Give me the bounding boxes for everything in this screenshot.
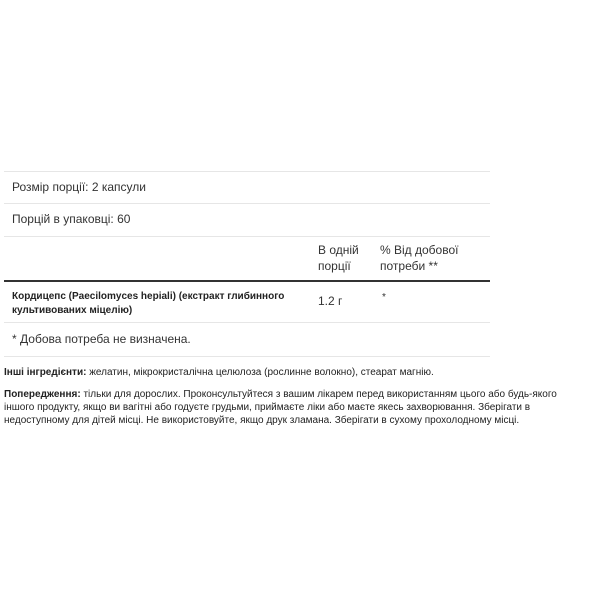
warning-label: Попередження: bbox=[4, 389, 81, 400]
ingredient-name bbox=[12, 290, 284, 318]
ingredient-amount: 1.2 г bbox=[318, 294, 343, 308]
column-header-daily-value-line2: потреби ** bbox=[380, 259, 438, 273]
ingredient-daily-value: * bbox=[382, 292, 386, 303]
other-ingredients bbox=[4, 366, 434, 379]
servings-per-container: Порцій в упаковці: 60 bbox=[12, 212, 131, 226]
divider-top bbox=[4, 171, 490, 172]
warning-line2: іншого продукту, якщо ви вагітні або годуєте грудьми, приймаєте ліки або маєте якесь захворювання. Зберігати в bbox=[4, 402, 531, 413]
warning bbox=[4, 388, 584, 427]
divider-ingredient bbox=[4, 322, 490, 323]
ingredient-name-line2: культивованих міцелію) bbox=[12, 305, 133, 316]
divider-bottom bbox=[4, 356, 490, 357]
footnote: * Добова потреба не визначена. bbox=[12, 332, 191, 346]
column-header-daily-value-line1: % Від добової bbox=[380, 243, 459, 257]
warning-line3: недоступному для дітей місці. Не використовуйте, якщо друк зламана. Зберігати в сухому прохолодному місці. bbox=[4, 415, 520, 426]
divider-header bbox=[4, 280, 490, 282]
ingredient-name-line1: Кордицепс (Paecilomyces hepiali) (екстракт глибинного bbox=[12, 291, 285, 302]
divider-servings bbox=[4, 236, 490, 237]
column-header-amount bbox=[318, 242, 359, 274]
warning-line1-text: тільки для дорослих. Проконсультуйтеся з вашим лікарем перед використанням цього або будь-якого bbox=[80, 389, 557, 400]
column-header-daily-value bbox=[380, 242, 458, 274]
other-ingredients-label: Інші інгредієнти: bbox=[4, 367, 87, 378]
serving-size: Розмір порції: 2 капсули bbox=[12, 180, 146, 194]
column-header-amount-line1: В одній bbox=[318, 243, 359, 257]
other-ingredients-text: желатин, мікрокристалічна целюлоза (рослинне волокно), стеарат магнію. bbox=[86, 367, 434, 378]
warning-line1 bbox=[4, 388, 584, 401]
divider-serving-size bbox=[4, 203, 490, 204]
column-header-amount-line2: порції bbox=[318, 259, 351, 273]
